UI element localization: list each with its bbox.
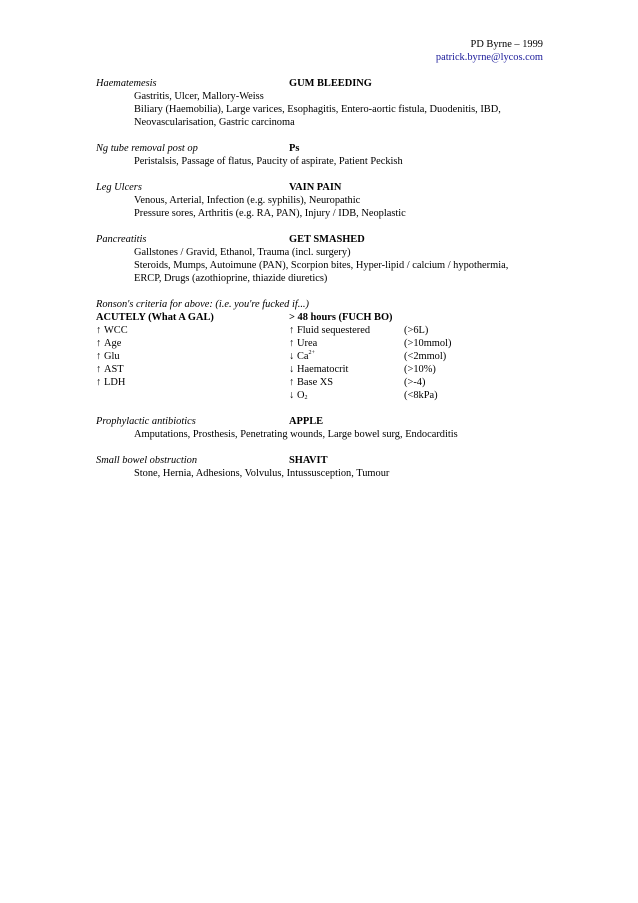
section-line: Gastritis, Ulcer, Mallory-Weiss — [134, 91, 264, 102]
up-arrow-icon: ↑ — [289, 338, 295, 349]
criteria-table — [96, 311, 451, 402]
section-label: Haematemesis — [96, 78, 157, 89]
mnemonic: GET SMASHED — [289, 234, 365, 245]
criterion-admission: Glu — [104, 351, 120, 362]
up-arrow-icon: ↑ — [96, 325, 102, 336]
up-arrow-icon: ↑ — [289, 325, 295, 336]
section-line: Amputations, Prosthesis, Penetrating wounds, Large bowel surg, Endocarditis — [134, 429, 458, 440]
section-label: Small bowel obstruction — [96, 455, 198, 466]
mnemonic: SHAVIT — [289, 455, 328, 466]
table-row — [96, 376, 451, 389]
section-label: Ronson's criteria for above: (i.e. you're fucked if...) — [96, 299, 309, 310]
author-line: PD Byrne – 1999 — [470, 39, 543, 50]
section-line: Steroids, Mumps, Autoimune (PAN), Scorpion bites, Hyper-lipid / calcium / hypothermia, — [134, 260, 509, 271]
table-row — [96, 324, 451, 337]
down-arrow-icon: ↓ — [289, 364, 295, 375]
table-row — [96, 363, 451, 376]
section-label: Leg Ulcers — [96, 182, 142, 193]
document-body — [96, 77, 556, 493]
criterion-admission: Age — [104, 338, 122, 349]
author-email[interactable]: patrick.byrne@lycos.com — [435, 52, 543, 63]
table-row — [96, 337, 451, 350]
section-line: ERCP, Drugs (azothioprine, thiazide diuretics) — [134, 273, 328, 284]
criterion-admission: LDH — [104, 377, 126, 388]
criterion-admission: WCC — [104, 325, 128, 336]
section-leg-ulcers — [96, 181, 556, 220]
column-header-acutely: ACUTELY (What A GAL) — [96, 312, 214, 323]
section-label: Pancreatitis — [96, 234, 147, 245]
down-arrow-icon: ↓ — [289, 351, 295, 362]
mnemonic: APPLE — [289, 416, 324, 427]
criterion-threshold: (<8kPa) — [404, 390, 438, 401]
column-header-48h: > 48 hours (FUCH BO) — [289, 312, 393, 323]
section-line: Peristalsis, Passage of flatus, Paucity of aspirate, Patient Peckish — [134, 156, 403, 167]
criterion-48h: Ca — [297, 351, 309, 362]
section-line: Biliary (Haemobilia), Large varices, Esophagitis, Entero-aortic fistula, Duodenitis, IBD, — [134, 104, 501, 115]
section-line: Neovascularisation, Gastric carcinoma — [134, 117, 295, 128]
criterion-threshold: (>-4) — [404, 377, 426, 388]
criterion-admission: AST — [104, 364, 124, 375]
table-row — [96, 389, 451, 402]
criterion-48h: Haematocrit — [297, 364, 349, 375]
up-arrow-icon: ↑ — [96, 364, 102, 375]
up-arrow-icon: ↑ — [289, 377, 295, 388]
criterion-48h: Fluid sequestered — [297, 325, 371, 336]
section-ng-tube — [96, 142, 556, 168]
table-row — [96, 350, 451, 363]
section-prophylactic-antibiotics — [96, 415, 556, 441]
section-line: Venous, Arterial, Infection (e.g. syphilis), Neuropathic — [134, 195, 361, 206]
section-haematemesis — [96, 77, 556, 129]
mnemonic: Ps — [289, 143, 300, 154]
section-line: Pressure sores, Arthritis (e.g. RA, PAN), Injury / IDB, Neoplastic — [134, 208, 406, 219]
section-ranson-criteria — [96, 298, 556, 402]
section-line: Stone, Hernia, Adhesions, Volvulus, Intussusception, Tumour — [134, 468, 390, 479]
down-arrow-icon: ↓ — [289, 390, 295, 401]
criterion-threshold: (<2mmol) — [404, 351, 447, 362]
superscript: 2+ — [308, 350, 315, 356]
criterion-threshold: (>10mmol) — [404, 338, 452, 349]
subscript: 2 — [304, 395, 308, 401]
section-line: Gallstones / Gravid, Ethanol, Trauma (incl. surgery) — [134, 247, 351, 258]
mnemonic: GUM BLEEDING — [289, 78, 372, 89]
section-pancreatitis — [96, 233, 556, 285]
criterion-threshold: (>10%) — [404, 364, 436, 375]
table-header-row — [96, 311, 451, 324]
up-arrow-icon: ↑ — [96, 338, 102, 349]
up-arrow-icon: ↑ — [96, 351, 102, 362]
mnemonic: VAIN PAIN — [289, 182, 342, 193]
section-label: Ng tube removal post op — [96, 143, 198, 154]
section-small-bowel-obstruction — [96, 454, 556, 480]
page-header — [436, 38, 543, 64]
criterion-threshold: (>6L) — [404, 325, 429, 336]
criterion-48h: O — [297, 390, 305, 401]
section-label: Prophylactic antibiotics — [96, 416, 196, 427]
criterion-48h: Urea — [297, 338, 318, 349]
criterion-48h: Base XS — [297, 377, 334, 388]
up-arrow-icon: ↑ — [96, 377, 102, 388]
